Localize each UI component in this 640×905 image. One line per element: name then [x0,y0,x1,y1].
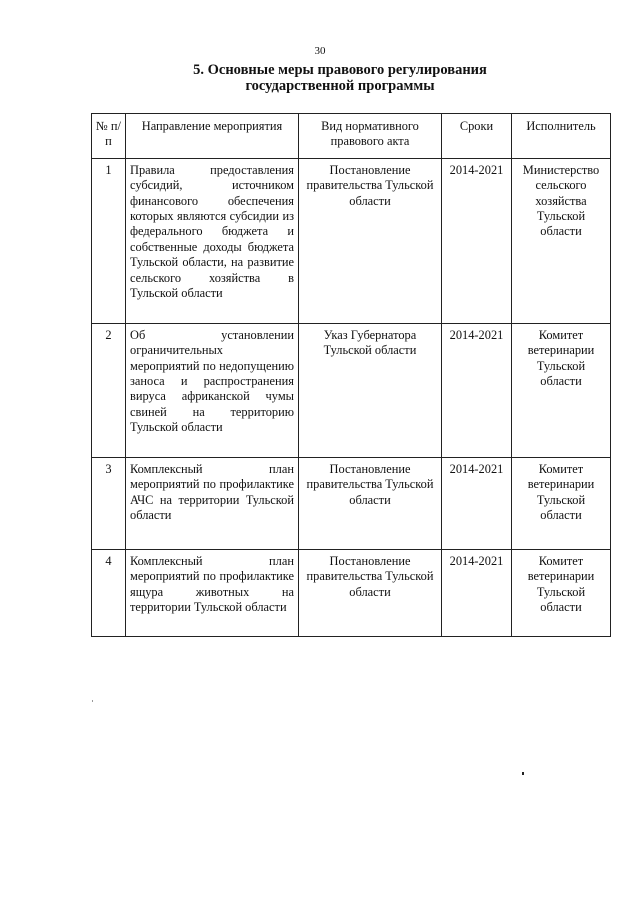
cell-num: 3 [92,457,126,549]
section-title-line-2: государственной программы [245,78,435,94]
cell-term: 2014-2021 [442,323,512,457]
table-row [92,323,611,457]
page-number: 30 [314,45,326,57]
cell-direction: Комплексный план мероприятий по профилактике ящура животных на территории Тульской области [126,549,299,636]
cell-executor: Комитет ветеринарии Тульской области [512,457,611,549]
cell-num: 2 [92,323,126,457]
cell-num: 1 [92,158,126,323]
cell-direction: Правила предоставления субсидий, источником финансового обеспечения которых являются субсидии из федерального бюджета и собственные доходы бюджета Тульской области, на развитие сельского хозяйства в Тульской области [126,158,299,323]
header-direction: Направление мероприятия [126,114,299,159]
cell-act-type: Указ Губернатора Тульской области [299,323,442,457]
cell-executor: Министерство сельского хозяйства Тульской области [512,158,611,323]
scan-speck [522,772,524,775]
cell-direction: Об установлении ограничительных мероприятий по недопущению заноса и распространения вируса африканской чумы свиней на территорию Тульской области [126,323,299,457]
table-row [92,158,611,323]
cell-num: 4 [92,549,126,636]
cell-executor: Комитет ветеринарии Тульской области [512,323,611,457]
cell-act-type: Постановление правительства Тульской области [299,158,442,323]
table-row [92,549,611,636]
cell-term: 2014-2021 [442,457,512,549]
scan-speck [92,700,93,702]
legal-measures-table [91,113,611,637]
header-term: Сроки [442,114,512,159]
table-header-row [92,114,611,159]
section-title [40,62,640,94]
cell-act-type: Постановление правительства Тульской области [299,549,442,636]
cell-executor: Комитет ветеринарии Тульской области [512,549,611,636]
header-act-type: Вид нормативного правового акта [299,114,442,159]
table-row [92,457,611,549]
cell-act-type: Постановление правительства Тульской области [299,457,442,549]
section-title-line-1: 5. Основные меры правового регулирования [193,62,487,78]
cell-term: 2014-2021 [442,158,512,323]
header-num: № п/п [92,114,126,159]
header-executor: Исполнитель [512,114,611,159]
cell-term: 2014-2021 [442,549,512,636]
cell-direction: Комплексный план мероприятий по профилактике АЧС на территории Тульской области [126,457,299,549]
